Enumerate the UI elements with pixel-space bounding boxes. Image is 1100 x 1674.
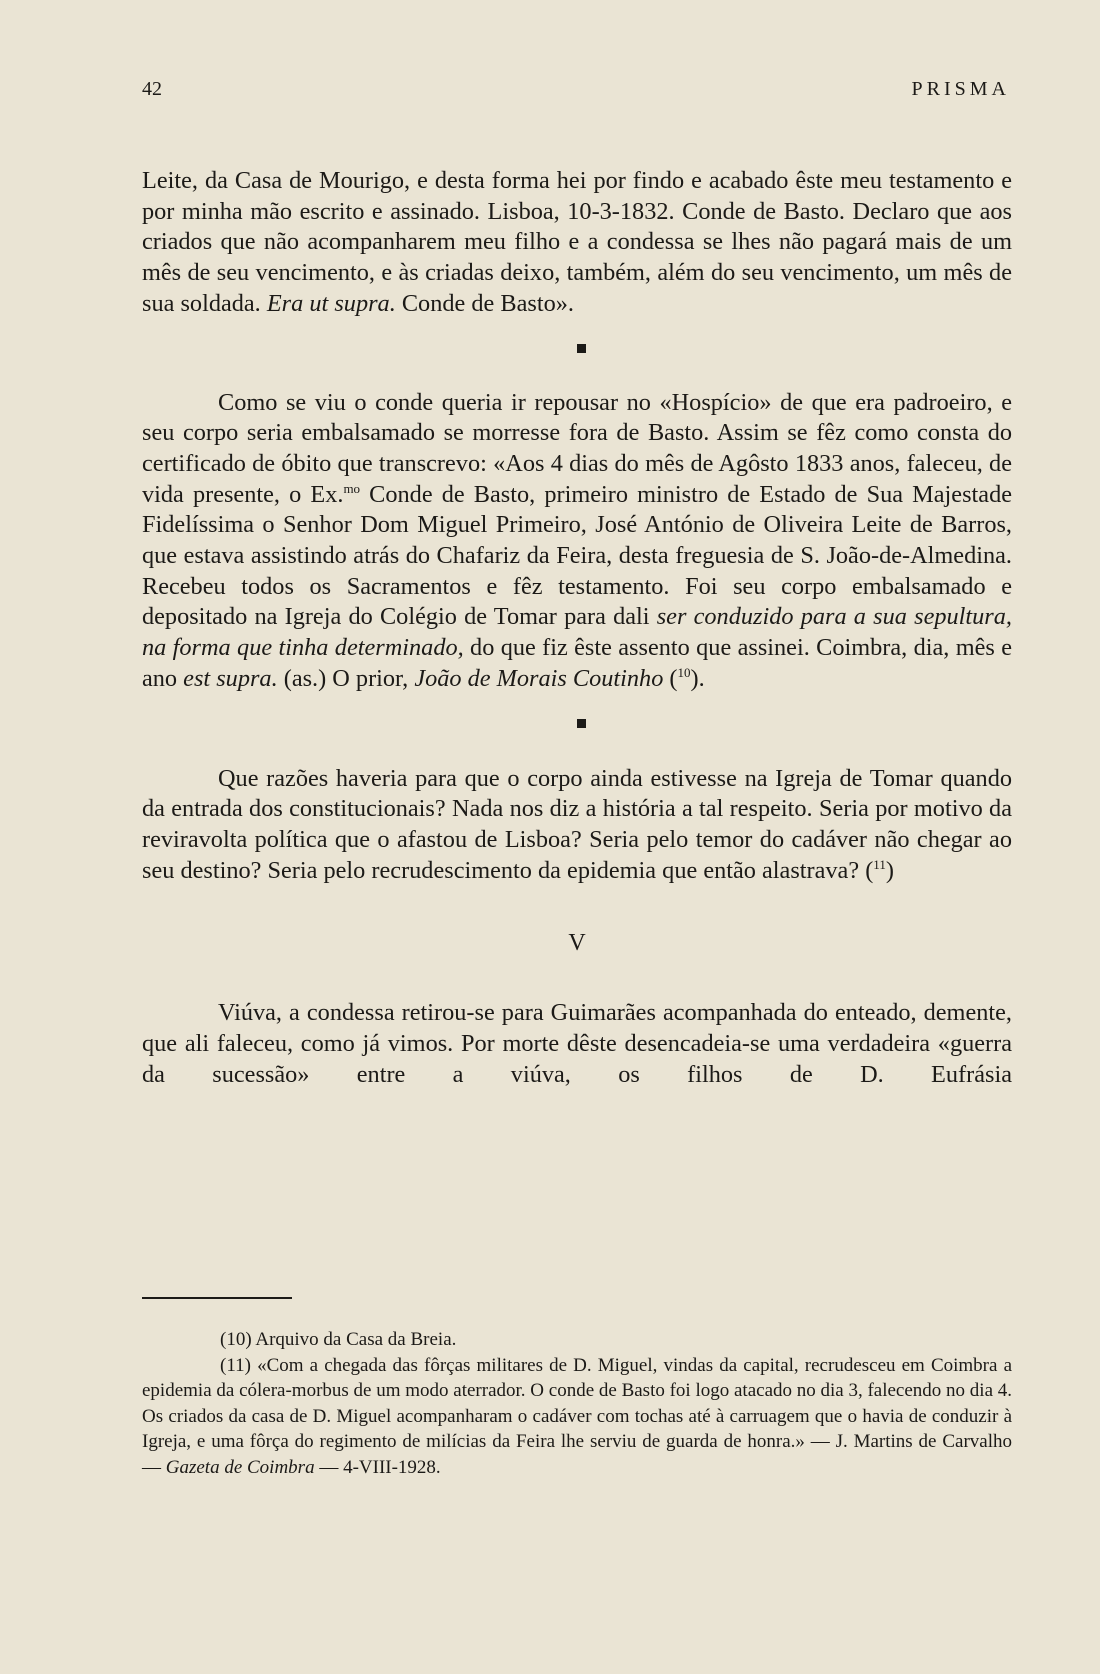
page-number: 42 <box>142 78 162 100</box>
footnote-11-italic: Gazeta de Coimbra <box>165 1456 315 1478</box>
paragraph-2-text-f: ). <box>690 664 705 692</box>
section-ornament <box>577 344 586 353</box>
paragraph-2-text-d: (as.) O prior, <box>277 664 415 692</box>
paragraph-1-text: Leite, da Casa de Mourigo, e desta forma hei por findo e acabado êste meu testamento e por minha mão escrito e assinado. Lisboa, 10-3-1832. Conde de Basto. Declaro que aos criados que não acompanharem meu filho e a condessa se lhes não pagará mais de um mês de seu vencimento, e às criadas deixo, também, além do seu vencimento, um mês de sua soldada. <box>142 167 1012 317</box>
running-header <box>142 78 1010 101</box>
section-heading: V <box>568 930 586 957</box>
footnote-10-text: Arquivo da Casa da Breia. <box>251 1329 457 1350</box>
paragraph-1-end: Conde de Basto». <box>395 289 574 317</box>
paragraph-4 <box>142 998 1012 1090</box>
footnote-rule <box>142 1297 292 1299</box>
footnote-10-marker: (10) <box>220 1329 252 1350</box>
paragraph-2-italic-2: est supra. <box>183 664 278 692</box>
paragraph-3-end: ) <box>885 856 894 884</box>
paragraph-1-italic: Era ut supra. <box>266 289 396 317</box>
paragraph-2 <box>142 388 1012 695</box>
paragraph-2-text-b: Conde de Basto, primeiro ministro de Estado de Sua Majestade Fidelíssima o Senhor Dom Miguel Primeiro, José António de Oliveira Leite de Barros, que estava assistindo atrás do Chafariz da Feira, desta freguesia de S. João-de-Almedina. Recebeu todos os Sacramentos e fêz testamento. Foi seu corpo embalsamado e depositado na Igreja do Colégio de Tomar para dali <box>142 480 1012 631</box>
paragraph-1 <box>142 166 1012 320</box>
paragraph-2-italic-3: João de Morais Coutinho <box>414 664 664 692</box>
footnote-ref-11: 11 <box>873 856 886 872</box>
paragraph-2-text-e: ( <box>663 664 678 692</box>
paragraph-3-text: Que razões haveria para que o corpo ainda estivesse na Igreja de Tomar quando da entrada dos constitucionais? Nada nos diz a história a tal respeito. Seria por motivo da reviravolta política que o afastou de Lisboa? Seria pelo temor do cadáver não chegar ao seu destino? Seria pelo recrudescimento da epidemia que então alastrava? ( <box>142 764 1012 884</box>
footnote-11-text: «Com a chegada das fôrças militares de D. Miguel, vindas da capital, recrudesceu em Coimbra a epidemia da cólera-morbus de um modo aterrador. O conde de Basto foi logo atacado no dia 3, falecendo no dia 4. Os criados da casa de D. Miguel acompanharam o cadáver com tochas até à carruagem que o havia de conduzir à Igreja, e uma fôrça do regimento de milícias da Feira lhe serviu de guarda de honra.» — J. Martins de Carvalho — <box>142 1354 1013 1478</box>
journal-title: PRISMA <box>911 78 1010 100</box>
footnote-11 <box>142 1353 1012 1481</box>
section-ornament <box>577 719 586 728</box>
paragraph-2-text-c: do que fiz êste assento que assinei. Coimbra, dia, mês e ano <box>142 634 1013 692</box>
footnote-11-end: — 4-VIII-1928. <box>314 1456 441 1478</box>
paragraph-2-italic-1: ser conduzido para a sua sepultura, na forma que tinha determinado, <box>142 603 1012 662</box>
superscript-mo: mo <box>343 480 361 496</box>
paragraph-3 <box>142 764 1012 887</box>
footnote-11-marker: (11) <box>220 1354 251 1376</box>
paragraph-2-text-a: Como se viu o conde queria ir repousar no «Hospício» de que era padroeiro, e seu corpo seria embalsamado se morresse fora de Basto. Assim se fêz como consta do certificado de óbito que transcrevo: «Aos 4 dias do mês de Agôsto 1833 anos, faleceu, de vida presente, o Ex. <box>142 388 1012 508</box>
footnotes <box>142 1327 1012 1480</box>
footnote-10 <box>142 1327 1012 1353</box>
footnote-ref-10: 10 <box>677 664 691 680</box>
paragraph-4-text: Viúva, a condessa retirou-se para Guimarães acompanhada do enteado, demente, que ali faleceu, como já vimos. Por morte dêste desencadeia-se uma verdadeira «guerra da sucessão» entre a viúva, os filhos de D. Eufrásia <box>142 999 1012 1088</box>
main-text <box>142 166 1012 1090</box>
